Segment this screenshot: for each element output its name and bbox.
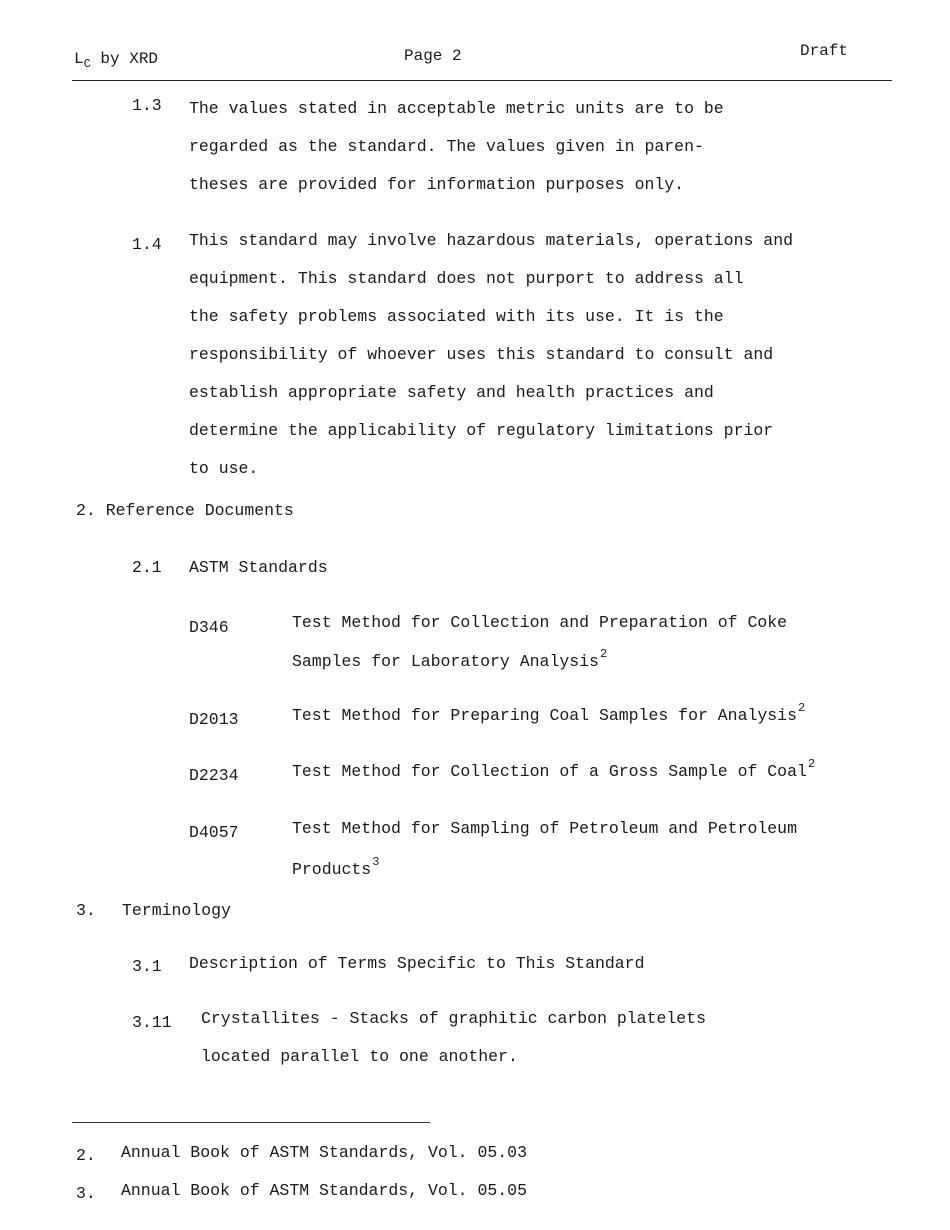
section-3-title: Terminology [122, 901, 231, 920]
text-line: responsibility of whoever uses this standard to consult and [189, 345, 774, 364]
footnote-rule [72, 1122, 430, 1123]
reference-title: Test Method for Collection of a Gross Sample of Coal$^2$ [292, 757, 816, 781]
reference-title: Test Method for Collection and Preparation of Coke [292, 613, 788, 632]
section-1-3-body [189, 90, 724, 204]
section-3-11-number: 3.11 [132, 1013, 172, 1032]
footnote-ref: 3 [372, 855, 380, 869]
reference-code: D4057 [189, 823, 239, 842]
reference-title: Test Method for Sampling of Petroleum and Petroleum [292, 819, 797, 838]
reference-code: D2013 [189, 710, 239, 729]
reference-title: Test Method for Preparing Coal Samples for Analysis$^2$ [292, 701, 806, 725]
header-rule [72, 80, 892, 81]
text-line: theses are provided for information purposes only. [189, 175, 685, 194]
section-3-number: 3. [76, 901, 96, 920]
footnote-number: 2. [76, 1146, 96, 1165]
text-line: This standard may involve hazardous materials, operations and [189, 231, 793, 250]
section-3-11-body [201, 1000, 706, 1076]
text-line: equipment. This standard does not purport to address all [189, 269, 744, 288]
section-1-3-number: 1.3 [132, 96, 162, 115]
text-line: the safety problems associated with its use. It is the [189, 307, 724, 326]
text-line: located parallel to one another. [201, 1047, 518, 1066]
draft-label: Draft [800, 42, 849, 60]
section-2-1-title: ASTM Standards [189, 558, 328, 577]
section-2-1-number: 2.1 [132, 558, 162, 577]
section-2-heading: 2. Reference Documents [76, 501, 294, 520]
reference-code: D2234 [189, 766, 239, 785]
footnote-ref: 2 [797, 701, 806, 715]
text-line: to use. [189, 459, 259, 478]
footnote-ref: 2 [599, 647, 608, 661]
text-line: determine the applicability of regulatory limitations prior [189, 421, 774, 440]
footnote-text: Annual Book of ASTM Standards, Vol. 05.03 [121, 1143, 527, 1162]
footnote-number: 3. [76, 1184, 96, 1203]
reference-title-cont: Samples for Laboratory Analysis$^2$ [292, 647, 608, 671]
text-line: Crystallites - Stacks of graphitic carbon platelets [201, 1009, 706, 1028]
section-3-1-number: 3.1 [132, 957, 162, 976]
text-line: regarded as the standard. The values given in paren- [189, 137, 704, 156]
page-number: Page 2 [404, 47, 462, 65]
reference-title-cont: Products$^3$ [292, 855, 380, 879]
text-line: establish appropriate safety and health practices and [189, 383, 714, 402]
footnote-text: Annual Book of ASTM Standards, Vol. 05.05 [121, 1181, 527, 1200]
reference-code: D346 [189, 618, 229, 637]
running-title: $L_C$ by XRD [74, 50, 159, 71]
section-1-4-body [189, 222, 793, 488]
section-1-4-number: 1.4 [132, 235, 162, 254]
section-3-1-title: Description of Terms Specific to This Standard [189, 954, 645, 973]
text-line: The values stated in acceptable metric units are to be [189, 99, 724, 118]
footnote-ref: 2 [807, 757, 816, 771]
